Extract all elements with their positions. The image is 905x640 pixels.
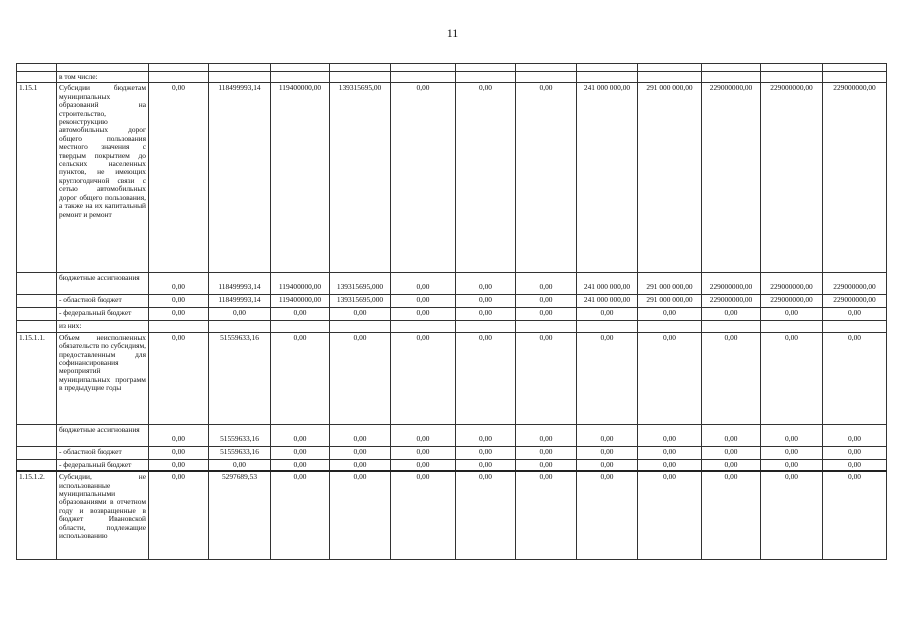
row-value-cell: 51559633,16 bbox=[209, 332, 271, 424]
row-value-cell: 51559633,16 bbox=[209, 446, 271, 459]
row-value-cell: 0,00 bbox=[702, 459, 761, 471]
row-value-cell bbox=[577, 72, 638, 83]
budget-table bbox=[16, 63, 887, 560]
row-value-cell: 0,00 bbox=[702, 446, 761, 459]
row-value-cell bbox=[702, 321, 761, 332]
row-name: - областной бюджет bbox=[57, 446, 149, 459]
row-value-cell: 241 000 000,00 bbox=[577, 295, 638, 308]
row-name: Объем неисполненных обязательств по субсидиям, предоставленным для софинансирования мероприятий муниципальных программ в предыдущие годы bbox=[57, 332, 149, 424]
row-value-cell bbox=[823, 321, 887, 332]
row-value-cell: 229000000,00 bbox=[761, 83, 823, 273]
row-value-cell bbox=[391, 321, 456, 332]
row-value-cell bbox=[702, 72, 761, 83]
row-value-cell: 0,00 bbox=[391, 273, 456, 295]
row-name: в том числе: bbox=[57, 72, 149, 83]
row-value-cell bbox=[209, 321, 271, 332]
row-value-cell: 229000000,00 bbox=[702, 83, 761, 273]
row-value-cell: 0,00 bbox=[823, 424, 887, 446]
row-value-cell: 0,00 bbox=[271, 424, 330, 446]
row-value-cell: 0,00 bbox=[456, 295, 516, 308]
table-row bbox=[17, 459, 887, 471]
row-value-cell: 0,00 bbox=[638, 459, 702, 471]
row-value-cell: 118499993,14 bbox=[209, 273, 271, 295]
row-code bbox=[17, 459, 57, 471]
table-row bbox=[17, 83, 887, 273]
row-value-cell bbox=[330, 72, 391, 83]
row-name: - областной бюджет bbox=[57, 295, 149, 308]
row-code bbox=[17, 446, 57, 459]
row-name: бюджетные ассигнования bbox=[57, 273, 149, 295]
row-value-cell: 0,00 bbox=[456, 446, 516, 459]
row-value-cell bbox=[516, 321, 577, 332]
row-value-cell: 0,00 bbox=[577, 459, 638, 471]
row-value-cell bbox=[271, 72, 330, 83]
row-value-cell: 0,00 bbox=[761, 446, 823, 459]
row-value-cell: 51559633,16 bbox=[209, 424, 271, 446]
row-value-cell: 0,00 bbox=[516, 273, 577, 295]
row-name: Субсидии, не использованные муниципальными образованиями в отчетном году и возвращенные в бюджет Ивановской области, подлежащие использованию bbox=[57, 471, 149, 559]
row-value-cell: 139315695,000 bbox=[330, 273, 391, 295]
row-value-cell bbox=[577, 321, 638, 332]
page-number: 11 bbox=[446, 26, 459, 40]
table-row bbox=[17, 424, 887, 446]
table-row bbox=[17, 471, 887, 559]
row-code: 1.15.1.1. bbox=[17, 332, 57, 424]
row-value-cell: 0,00 bbox=[516, 459, 577, 471]
row-value-cell: 118499993,14 bbox=[209, 295, 271, 308]
table-top-border-row bbox=[17, 64, 887, 72]
row-value-cell bbox=[149, 321, 209, 332]
row-value-cell: 291 000 000,00 bbox=[638, 295, 702, 308]
row-value-cell: 0,00 bbox=[761, 424, 823, 446]
table-row bbox=[17, 295, 887, 308]
row-name: Субсидии бюджетам муниципальных образований на строительство, реконструкцию автомобильных дорог общего пользования местного значения с твердым покрытием до сельских населенных пунктов, не имеющих круглогодичной связи с сетью автомобильных дорог общего пользования, а также на их капитальный ремонт и ремонт bbox=[57, 83, 149, 273]
row-value-cell: 241 000 000,00 bbox=[577, 273, 638, 295]
row-code bbox=[17, 295, 57, 308]
row-value-cell: 0,00 bbox=[391, 332, 456, 424]
row-value-cell: 0,00 bbox=[391, 83, 456, 273]
row-value-cell: 291 000 000,00 bbox=[638, 273, 702, 295]
row-value-cell: 0,00 bbox=[638, 308, 702, 321]
row-value-cell: 119400000,00 bbox=[271, 295, 330, 308]
row-value-cell bbox=[271, 321, 330, 332]
row-code bbox=[17, 321, 57, 332]
row-value-cell: 0,00 bbox=[761, 471, 823, 559]
row-value-cell: 0,00 bbox=[149, 446, 209, 459]
row-value-cell: 0,00 bbox=[456, 332, 516, 424]
row-value-cell: 0,00 bbox=[702, 471, 761, 559]
row-value-cell: 0,00 bbox=[456, 308, 516, 321]
row-value-cell: 229000000,00 bbox=[823, 295, 887, 308]
row-value-cell: 0,00 bbox=[330, 446, 391, 459]
row-value-cell: 118499993,14 bbox=[209, 83, 271, 273]
row-value-cell: 139315695,00 bbox=[330, 83, 391, 273]
row-value-cell: 229000000,00 bbox=[823, 273, 887, 295]
row-value-cell: 229000000,00 bbox=[761, 295, 823, 308]
row-value-cell: 0,00 bbox=[330, 424, 391, 446]
row-value-cell: 0,00 bbox=[271, 471, 330, 559]
row-value-cell: 0,00 bbox=[149, 459, 209, 471]
row-value-cell: 0,00 bbox=[516, 332, 577, 424]
row-value-cell: 0,00 bbox=[577, 424, 638, 446]
row-value-cell: 0,00 bbox=[702, 332, 761, 424]
row-value-cell: 229000000,00 bbox=[702, 295, 761, 308]
row-value-cell: 0,00 bbox=[761, 308, 823, 321]
table-body bbox=[17, 64, 887, 560]
row-value-cell: 229000000,00 bbox=[823, 83, 887, 273]
row-value-cell bbox=[823, 72, 887, 83]
table-row bbox=[17, 308, 887, 321]
row-value-cell: 0,00 bbox=[391, 471, 456, 559]
row-value-cell bbox=[330, 321, 391, 332]
row-value-cell: 0,00 bbox=[702, 424, 761, 446]
row-value-cell: 0,00 bbox=[271, 446, 330, 459]
row-value-cell: 0,00 bbox=[577, 471, 638, 559]
row-value-cell: 0,00 bbox=[702, 308, 761, 321]
row-value-cell: 0,00 bbox=[761, 332, 823, 424]
row-value-cell bbox=[149, 72, 209, 83]
row-value-cell: 0,00 bbox=[391, 295, 456, 308]
row-code bbox=[17, 273, 57, 295]
table-row bbox=[17, 72, 887, 83]
row-value-cell: 0,00 bbox=[149, 424, 209, 446]
row-value-cell: 229000000,00 bbox=[702, 273, 761, 295]
row-value-cell: 0,00 bbox=[577, 308, 638, 321]
row-value-cell: 0,00 bbox=[456, 273, 516, 295]
row-value-cell bbox=[638, 72, 702, 83]
row-value-cell: 0,00 bbox=[823, 332, 887, 424]
row-value-cell: 0,00 bbox=[516, 471, 577, 559]
row-value-cell: 291 000 000,00 bbox=[638, 83, 702, 273]
row-value-cell: 0,00 bbox=[456, 83, 516, 273]
row-value-cell: 0,00 bbox=[391, 308, 456, 321]
row-value-cell: 0,00 bbox=[330, 308, 391, 321]
row-code: 1.15.1 bbox=[17, 83, 57, 273]
row-value-cell: 0,00 bbox=[638, 424, 702, 446]
row-value-cell bbox=[761, 72, 823, 83]
row-value-cell: 0,00 bbox=[823, 446, 887, 459]
row-name: - федеральный бюджет bbox=[57, 308, 149, 321]
row-value-cell: 0,00 bbox=[391, 424, 456, 446]
row-value-cell bbox=[638, 321, 702, 332]
row-value-cell: 0,00 bbox=[516, 424, 577, 446]
row-value-cell: 0,00 bbox=[456, 424, 516, 446]
row-code: 1.15.1.2. bbox=[17, 471, 57, 559]
row-value-cell bbox=[209, 72, 271, 83]
row-value-cell: 0,00 bbox=[638, 332, 702, 424]
row-value-cell: 0,00 bbox=[516, 308, 577, 321]
row-value-cell bbox=[516, 72, 577, 83]
row-name: бюджетные ассигнования bbox=[57, 424, 149, 446]
table-row bbox=[17, 446, 887, 459]
row-value-cell: 0,00 bbox=[823, 459, 887, 471]
row-value-cell bbox=[761, 321, 823, 332]
row-value-cell: 0,00 bbox=[209, 459, 271, 471]
row-value-cell: 0,00 bbox=[149, 295, 209, 308]
table-row bbox=[17, 321, 887, 332]
row-value-cell bbox=[456, 321, 516, 332]
row-value-cell: 0,00 bbox=[330, 332, 391, 424]
row-value-cell: 0,00 bbox=[149, 332, 209, 424]
row-value-cell: 0,00 bbox=[271, 308, 330, 321]
row-value-cell: 119400000,00 bbox=[271, 83, 330, 273]
row-value-cell: 0,00 bbox=[271, 459, 330, 471]
row-code bbox=[17, 72, 57, 83]
row-value-cell: 5297689,53 bbox=[209, 471, 271, 559]
row-value-cell: 0,00 bbox=[391, 446, 456, 459]
row-value-cell: 0,00 bbox=[823, 308, 887, 321]
row-value-cell bbox=[391, 72, 456, 83]
row-value-cell: 119400000,00 bbox=[271, 273, 330, 295]
row-value-cell: 0,00 bbox=[577, 446, 638, 459]
row-value-cell: 0,00 bbox=[761, 459, 823, 471]
row-name: из них: bbox=[57, 321, 149, 332]
row-value-cell: 0,00 bbox=[456, 459, 516, 471]
row-code bbox=[17, 308, 57, 321]
row-code bbox=[17, 424, 57, 446]
row-value-cell: 0,00 bbox=[577, 332, 638, 424]
row-value-cell: 0,00 bbox=[516, 446, 577, 459]
row-value-cell: 139315695,000 bbox=[330, 295, 391, 308]
row-value-cell: 0,00 bbox=[149, 308, 209, 321]
row-name: - федеральный бюджет bbox=[57, 459, 149, 471]
row-value-cell: 241 000 000,00 bbox=[577, 83, 638, 273]
row-value-cell: 0,00 bbox=[516, 83, 577, 273]
row-value-cell: 0,00 bbox=[823, 471, 887, 559]
row-value-cell: 0,00 bbox=[391, 459, 456, 471]
row-value-cell bbox=[456, 72, 516, 83]
table-row bbox=[17, 332, 887, 424]
row-value-cell: 0,00 bbox=[149, 83, 209, 273]
row-value-cell: 0,00 bbox=[638, 471, 702, 559]
row-value-cell: 0,00 bbox=[209, 308, 271, 321]
row-value-cell: 229000000,00 bbox=[761, 273, 823, 295]
row-value-cell: 0,00 bbox=[271, 332, 330, 424]
row-value-cell: 0,00 bbox=[149, 471, 209, 559]
row-value-cell: 0,00 bbox=[330, 459, 391, 471]
row-value-cell: 0,00 bbox=[638, 446, 702, 459]
row-value-cell: 0,00 bbox=[516, 295, 577, 308]
table-row bbox=[17, 273, 887, 295]
row-value-cell: 0,00 bbox=[330, 471, 391, 559]
row-value-cell: 0,00 bbox=[456, 471, 516, 559]
row-value-cell: 0,00 bbox=[149, 273, 209, 295]
